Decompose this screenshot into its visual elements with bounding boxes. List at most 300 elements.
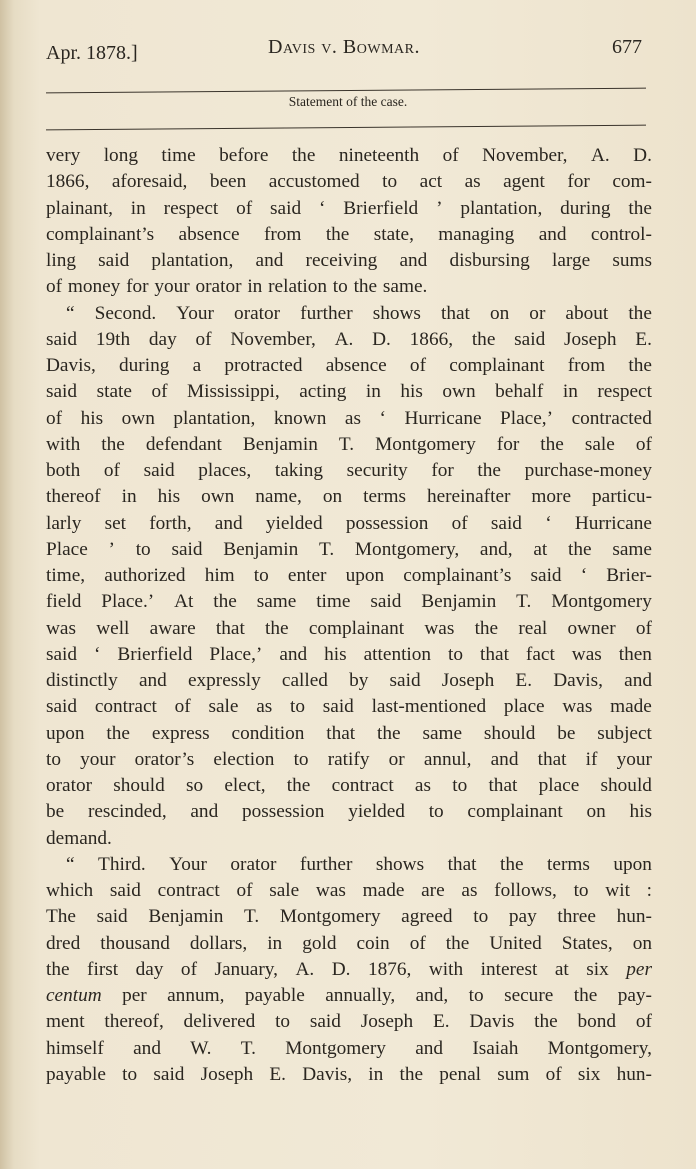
word: The xyxy=(46,906,76,928)
body-text xyxy=(46,143,652,1088)
word: his xyxy=(400,381,423,403)
word: disbursing xyxy=(449,250,530,271)
word: time xyxy=(316,591,351,613)
word: payable xyxy=(244,985,305,1006)
page-number: 677 xyxy=(612,36,642,58)
word: been xyxy=(209,171,247,193)
word: Joseph xyxy=(564,328,617,350)
word: the xyxy=(628,197,652,219)
word: acting xyxy=(299,381,347,403)
word: enter xyxy=(287,565,327,586)
word: aware xyxy=(149,617,196,639)
word: and xyxy=(279,643,308,665)
word: to xyxy=(293,748,309,770)
word: to xyxy=(473,906,489,928)
word: Second. xyxy=(94,302,157,324)
word: Davis, xyxy=(46,355,96,376)
word: contract xyxy=(331,775,394,796)
word: the xyxy=(499,853,524,875)
word: per xyxy=(122,985,147,1006)
word: authorized xyxy=(104,565,186,586)
word: to xyxy=(468,985,484,1006)
word: upon xyxy=(345,565,385,586)
word: follows, xyxy=(494,880,557,901)
word: Place,’ xyxy=(209,643,263,665)
word: hun- xyxy=(616,906,652,928)
word: his xyxy=(324,643,347,665)
word: A. xyxy=(334,328,354,350)
word: in xyxy=(562,381,578,403)
word: of xyxy=(236,197,253,219)
text-line xyxy=(46,616,652,642)
word: 1866, xyxy=(409,328,454,350)
word: ’ xyxy=(436,197,443,219)
word: should xyxy=(600,775,652,796)
text-line xyxy=(46,563,652,589)
word: taking xyxy=(274,460,324,481)
word: yielded xyxy=(348,801,405,823)
word: Place.’ xyxy=(101,591,155,613)
word: absence xyxy=(178,223,240,245)
word: said xyxy=(389,670,421,691)
word: that xyxy=(488,775,518,796)
word: nineteenth xyxy=(338,145,420,166)
text-line xyxy=(46,1036,652,1062)
word: large xyxy=(551,250,591,271)
word: for xyxy=(126,276,149,298)
text-line xyxy=(46,773,652,799)
word: said xyxy=(153,1063,185,1085)
word: Davis xyxy=(469,1011,515,1033)
word: November, xyxy=(482,145,568,166)
word: of xyxy=(545,1063,562,1085)
word: said xyxy=(530,565,562,586)
word: of xyxy=(151,381,168,403)
word: said xyxy=(490,512,522,534)
text-line xyxy=(46,904,652,930)
word: At xyxy=(174,591,194,613)
word: bond xyxy=(577,1011,617,1033)
word: the xyxy=(477,460,501,481)
word: particu- xyxy=(592,486,652,508)
text-line xyxy=(46,983,652,1009)
word: that xyxy=(440,302,470,324)
word: in xyxy=(368,1063,384,1085)
word: or xyxy=(529,302,546,324)
word: ment xyxy=(46,1011,85,1033)
word: from xyxy=(263,223,302,245)
word: thereof, xyxy=(104,1011,164,1033)
word: the xyxy=(474,617,499,639)
section-subheading: Statement of the case. xyxy=(288,94,408,109)
word: annum, xyxy=(167,985,225,1006)
word: for xyxy=(496,433,520,455)
word: same xyxy=(256,591,297,613)
word: condition xyxy=(231,722,305,744)
word: six xyxy=(586,958,609,980)
word: the xyxy=(353,276,378,298)
word: said xyxy=(46,643,78,665)
word: of xyxy=(409,932,426,954)
word: : xyxy=(646,880,652,901)
word: in xyxy=(267,932,283,954)
word: was xyxy=(315,880,346,901)
word: at xyxy=(533,538,548,560)
word: was xyxy=(46,617,76,639)
word: more xyxy=(531,486,572,508)
word: of xyxy=(46,276,63,298)
word: his xyxy=(157,486,181,508)
word: relation xyxy=(268,276,327,298)
word: of xyxy=(180,958,197,980)
word: Benjamin xyxy=(421,591,497,613)
word: Brierfield xyxy=(343,197,419,219)
word: ratify xyxy=(327,748,370,770)
word: United xyxy=(489,932,542,954)
word: agent xyxy=(503,171,545,193)
text-line xyxy=(46,694,652,720)
word: the xyxy=(291,145,316,166)
word: behalf xyxy=(495,381,544,403)
word: Your xyxy=(169,853,207,875)
text-line xyxy=(46,1062,652,1088)
word: about xyxy=(565,302,609,324)
word: of xyxy=(409,355,426,376)
word: complainant xyxy=(449,355,545,376)
word: was xyxy=(424,617,455,639)
word: of xyxy=(46,407,63,429)
word: January, xyxy=(214,958,278,980)
word: Joseph xyxy=(200,1063,254,1085)
word: wit xyxy=(605,880,630,901)
text-line xyxy=(46,511,652,537)
word: pay- xyxy=(617,985,652,1006)
word: on xyxy=(489,302,510,324)
word: Benjamin xyxy=(223,538,299,560)
word: E. xyxy=(515,670,533,691)
word: same xyxy=(422,722,463,744)
word: elect, xyxy=(224,775,266,796)
word: of xyxy=(635,1011,652,1033)
text-line xyxy=(46,248,652,274)
word: six xyxy=(577,1063,601,1085)
word: and, xyxy=(479,538,513,560)
word: be xyxy=(46,801,65,823)
word: by xyxy=(349,670,369,691)
header-rule-top xyxy=(46,88,646,94)
word: of xyxy=(635,433,652,455)
text-line xyxy=(46,826,652,852)
word: time xyxy=(161,145,196,166)
word: said xyxy=(322,696,354,718)
word: sale xyxy=(269,880,300,901)
word: absence xyxy=(325,355,387,376)
word: him xyxy=(204,565,235,586)
word: Place xyxy=(46,538,88,560)
word: ‘ xyxy=(318,197,326,219)
word: E. xyxy=(432,1011,450,1033)
word: should xyxy=(483,722,536,744)
word: thousand xyxy=(100,932,170,954)
word: set xyxy=(104,512,126,534)
word: said xyxy=(514,328,546,350)
word: was xyxy=(571,643,602,665)
text-line xyxy=(46,196,652,222)
word: Davis, xyxy=(553,670,603,691)
word: are xyxy=(421,880,445,901)
word: expressly xyxy=(187,670,261,691)
word: delivered xyxy=(183,1011,256,1033)
word: demand. xyxy=(46,827,112,849)
word: terms xyxy=(363,486,406,508)
word: that xyxy=(447,853,477,875)
word: sum xyxy=(497,1063,530,1085)
word: Montgomery xyxy=(285,1037,386,1059)
word: further xyxy=(299,853,353,875)
word: the xyxy=(46,958,70,980)
word: on xyxy=(586,801,606,823)
word: payable xyxy=(46,1063,106,1085)
text-line xyxy=(46,169,652,195)
word: to xyxy=(253,565,269,586)
text-line xyxy=(46,327,652,353)
word: day xyxy=(148,328,177,350)
word: the xyxy=(101,433,125,455)
word: Montgomery, xyxy=(354,538,460,560)
word: contract xyxy=(94,696,157,718)
word: the xyxy=(106,722,130,744)
word: be xyxy=(557,722,576,744)
word: larly xyxy=(46,512,82,534)
word: the xyxy=(471,328,496,350)
word: with xyxy=(428,958,464,980)
word: or xyxy=(388,748,405,770)
word: Montgomery xyxy=(551,591,652,613)
word: said xyxy=(309,1011,341,1033)
word: penal xyxy=(439,1063,482,1085)
word: the xyxy=(445,932,470,954)
word: as xyxy=(414,775,431,796)
word: plainant, xyxy=(46,197,113,219)
word: for xyxy=(431,460,454,481)
word: and xyxy=(214,512,243,534)
word: the xyxy=(213,591,237,613)
word: for xyxy=(567,171,590,193)
word: that xyxy=(326,722,356,744)
word: with xyxy=(46,433,81,455)
word: if xyxy=(585,748,598,770)
word: receiving xyxy=(305,250,378,271)
word: attention xyxy=(363,643,432,665)
word: dollars, xyxy=(189,932,248,954)
word: sale xyxy=(208,696,239,718)
word: A. xyxy=(295,958,315,980)
word: aforesaid, xyxy=(111,171,188,193)
word: both xyxy=(46,460,81,481)
word: own xyxy=(121,407,155,429)
word: complainant’s xyxy=(46,223,155,245)
word: on xyxy=(322,486,343,508)
word: Joseph xyxy=(441,670,495,691)
text-line xyxy=(46,537,652,563)
word: sums xyxy=(612,250,652,271)
word: himself xyxy=(46,1037,104,1059)
word: and xyxy=(190,801,219,823)
text-line xyxy=(46,878,652,904)
word: forth, xyxy=(149,512,192,534)
word: orator xyxy=(234,302,281,324)
text-line xyxy=(46,799,652,825)
word: said xyxy=(109,880,141,901)
word: pay xyxy=(508,906,537,928)
italic-word: centum xyxy=(46,985,102,1006)
text-line xyxy=(46,957,652,983)
word: the xyxy=(628,302,652,324)
word: coin xyxy=(356,932,390,954)
text-line xyxy=(46,301,652,327)
word: real xyxy=(518,617,548,639)
word: and xyxy=(490,748,519,770)
word: managing xyxy=(438,223,515,245)
word: annul, xyxy=(423,748,472,770)
text-line xyxy=(46,642,652,668)
word: orator xyxy=(195,276,242,298)
word: Montgomery xyxy=(375,433,476,455)
word: plantation, xyxy=(173,407,256,429)
word: name, xyxy=(255,486,302,508)
word: field xyxy=(46,591,82,613)
word: money xyxy=(67,276,121,298)
word: ling xyxy=(46,250,76,271)
word: to xyxy=(573,880,589,901)
word: annually, xyxy=(325,985,396,1006)
word: called xyxy=(281,670,328,691)
word: “ xyxy=(66,302,75,324)
word: known xyxy=(273,407,327,429)
text-line xyxy=(46,458,652,484)
word: Brier- xyxy=(606,565,652,586)
word: shows xyxy=(372,302,421,324)
word: Montgomery xyxy=(279,906,381,928)
text-line xyxy=(46,379,652,405)
word: E. xyxy=(635,328,652,350)
word: and xyxy=(138,670,167,691)
word: distinctly xyxy=(46,670,118,691)
word: Isaiah xyxy=(472,1037,519,1059)
word: fact xyxy=(525,643,555,665)
italic-word: per xyxy=(626,958,652,980)
word: control- xyxy=(590,223,652,245)
word: your xyxy=(154,276,190,298)
word: November, xyxy=(230,328,316,350)
text-line xyxy=(46,406,652,432)
text-line xyxy=(46,484,652,510)
word: orator’s xyxy=(134,748,195,770)
word: possession xyxy=(345,512,429,534)
word: place xyxy=(538,775,580,796)
text-line xyxy=(46,747,652,773)
word: state, xyxy=(373,223,414,245)
word: was xyxy=(562,696,593,718)
word: same xyxy=(612,538,652,560)
word: hun- xyxy=(616,1063,652,1085)
word: same. xyxy=(382,276,428,298)
word: election xyxy=(213,748,275,770)
word: complainant xyxy=(467,801,563,823)
word: Your xyxy=(176,302,214,324)
word: in xyxy=(121,486,137,508)
word: further xyxy=(300,302,353,324)
word: 19th xyxy=(95,328,131,350)
word: in xyxy=(130,197,146,219)
word: Hurricane xyxy=(574,512,652,534)
word: own xyxy=(442,381,476,403)
word: to xyxy=(452,775,468,796)
word: own xyxy=(201,486,235,508)
word: the xyxy=(325,223,350,245)
word: during xyxy=(119,355,170,376)
word: to xyxy=(428,801,444,823)
word: said xyxy=(370,591,402,613)
word: Joseph xyxy=(360,1011,414,1033)
text-line xyxy=(46,931,652,957)
word: ’ xyxy=(108,538,115,560)
word: ‘ xyxy=(94,643,101,665)
word: Montgomery, xyxy=(547,1037,652,1059)
word: D. xyxy=(372,328,391,350)
word: Brierfield xyxy=(117,643,193,665)
word: protracted xyxy=(224,355,303,376)
word: at xyxy=(554,958,569,980)
word: said xyxy=(46,696,78,718)
word: contract xyxy=(157,880,220,901)
word: as xyxy=(461,880,478,901)
word: States, xyxy=(561,932,613,954)
word: subject xyxy=(597,722,652,744)
word: that xyxy=(537,748,567,770)
word: interest xyxy=(480,958,538,980)
word: A. xyxy=(590,145,610,166)
word: purchase-money xyxy=(524,460,652,481)
text-line xyxy=(46,852,652,878)
word: said xyxy=(270,197,302,219)
word: the xyxy=(628,355,652,376)
word: to xyxy=(275,1011,291,1033)
text-line xyxy=(46,721,652,747)
word: well xyxy=(96,617,130,639)
word: and xyxy=(415,1037,444,1059)
word: to xyxy=(135,538,151,560)
word: so xyxy=(185,775,204,796)
word: state xyxy=(96,381,132,403)
word: dred xyxy=(46,932,81,954)
word: said xyxy=(143,460,175,481)
word: agreed xyxy=(401,906,453,928)
word: com- xyxy=(612,171,652,193)
word: said xyxy=(46,328,78,350)
word: yielded xyxy=(265,512,323,534)
word: of xyxy=(451,512,468,534)
running-head-date: Apr. 1878.] xyxy=(46,42,138,64)
header-rule-bottom xyxy=(46,125,646,131)
word: owner xyxy=(567,617,616,639)
word: E. xyxy=(269,1063,286,1085)
word: and xyxy=(133,1037,161,1059)
word: and xyxy=(538,223,567,245)
text-line xyxy=(46,274,652,300)
word: sale xyxy=(584,433,615,455)
word: T. xyxy=(318,538,335,560)
